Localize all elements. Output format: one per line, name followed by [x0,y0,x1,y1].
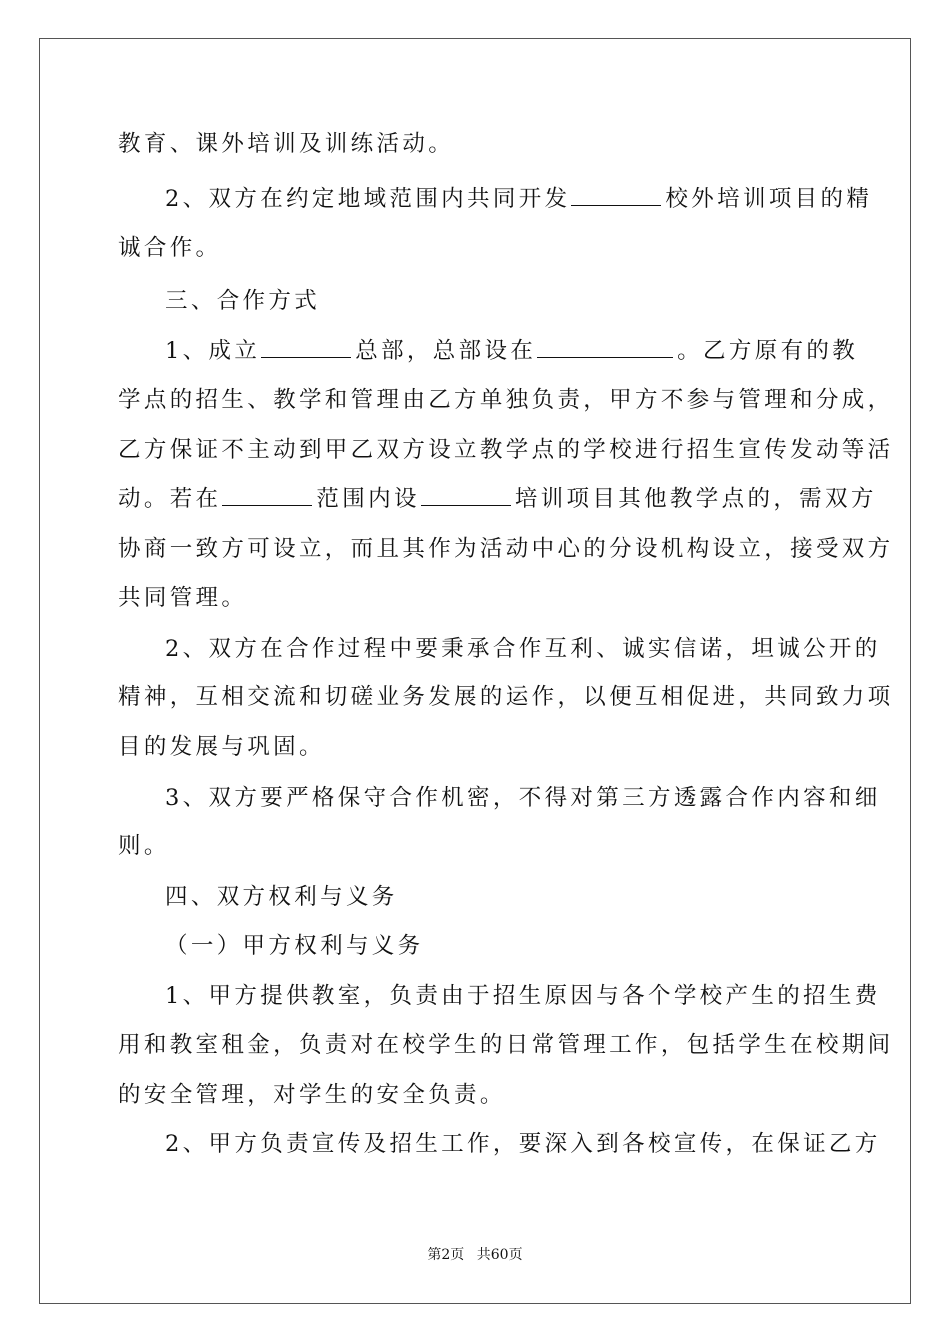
line-text: 。乙方原有的教 [677,338,859,364]
line-text: 用和教室租金，负责对在校学生的日常管理工作，包括学生在校期间 [118,1032,894,1058]
paragraph-line [165,979,881,1013]
line-text: 则。 [118,833,170,859]
page-border [39,38,911,1304]
line-text: 总部，总部设在 [355,338,537,364]
heading-text: （一）甲方权利与义务 [165,933,424,959]
paragraph-line [165,334,858,368]
line-text: 协商一致方可设立，而且其作为活动中心的分设机构设立，接受双方 [118,536,894,562]
paragraph-line [118,231,221,265]
section-heading [165,284,320,318]
fill-in-blank [571,183,661,206]
paragraph-line [118,680,894,714]
page-total: 共60页 [476,1247,523,1263]
paragraph-line [165,182,872,216]
line-text: 1、甲方提供教室，负责由于招生原因与各个学校产生的招生费 [165,983,881,1009]
page-number: 第2页 [427,1247,465,1263]
line-text: 共同管理。 [118,585,248,611]
section-heading [165,880,398,914]
subsection-heading [165,929,424,963]
paragraph-line [118,482,877,516]
line-text: 目的发展与巩固。 [118,734,325,760]
line-text: 动。若在 [118,486,222,512]
line-text: 2、双方在合作过程中要秉承合作互利、诚实信诺，坦诚公开的 [165,636,881,662]
fill-in-blank [421,483,511,506]
line-text: 学点的招生、教学和管理由乙方单独负责，甲方不参与管理和分成， [118,387,894,413]
paragraph-line [118,127,454,161]
line-text: 2、甲方负责宣传及招生工作，要深入到各校宣传，在保证乙方 [165,1131,881,1157]
paragraph-line [165,632,881,666]
fill-in-blank [537,335,673,358]
line-text: 2、双方在约定地域范围内共同开发 [165,186,571,212]
line-text: 1、成立 [165,338,261,364]
line-text: 诚合作。 [118,235,222,261]
paragraph-line [118,581,247,615]
paragraph-line [118,532,894,566]
line-text: 校外培训项目的精 [665,186,873,212]
page-footer [0,1244,950,1264]
line-text: 精神，互相交流和切磋业务发展的运作，以便互相促进，共同致力项 [118,684,894,710]
line-text: 教育、课外培训及训练活动。 [118,131,455,157]
paragraph-line [118,383,894,417]
line-text: 范围内设 [316,486,420,512]
fill-in-blank [222,483,312,506]
fill-in-blank [261,335,351,358]
paragraph-line [165,781,881,815]
paragraph-line [118,1028,894,1062]
line-text: 的安全管理，对学生的安全负责。 [118,1082,506,1108]
heading-text: 三、合作方式 [165,288,321,314]
paragraph-line [118,433,894,467]
heading-text: 四、双方权利与义务 [165,884,398,910]
line-text: 3、双方要严格保守合作机密，不得对第三方透露合作内容和细 [165,785,881,811]
paragraph-line [165,1127,881,1161]
paragraph-line [118,829,170,863]
line-text: 乙方保证不主动到甲乙双方设立教学点的学校进行招生宣传发动等活 [118,437,894,463]
paragraph-line [118,1078,506,1112]
line-text: 培训项目其他教学点的，需双方 [514,486,877,512]
paragraph-line [118,730,325,764]
